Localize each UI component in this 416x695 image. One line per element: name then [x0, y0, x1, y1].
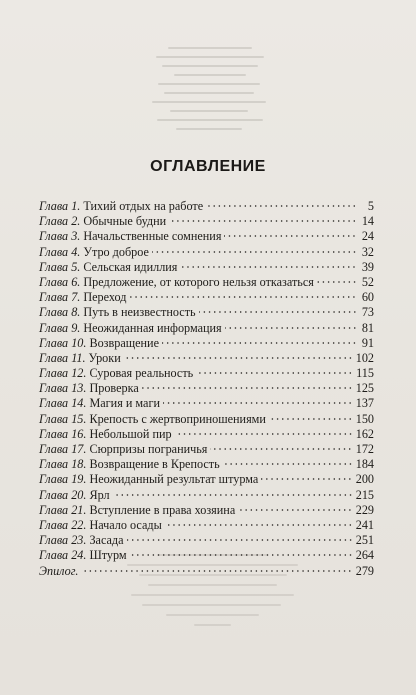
toc-entry — [39, 518, 374, 533]
toc-entry-page-number: 24 — [361, 229, 374, 244]
dot-leader — [84, 570, 352, 572]
toc-entry-page-number: 39 — [361, 259, 374, 274]
toc-entry-title: Утро доброе — [83, 244, 149, 259]
toc-entry-title: Небольшой пир — [89, 426, 172, 441]
toc-entry — [39, 245, 374, 260]
toc-entry-label: Глава 24. — [39, 548, 87, 563]
toc-entry-label: Глава 15. — [39, 411, 87, 426]
toc-entry-page-number: 215 — [355, 487, 374, 502]
toc-entry — [39, 412, 374, 427]
toc-entry-label: Глава 13. — [39, 381, 87, 396]
toc-entry — [39, 442, 374, 457]
toc-entry-label: Глава 23. — [39, 533, 87, 548]
toc-entry-title: Магия и маги — [89, 396, 160, 411]
toc-entry-page-number: 81 — [361, 320, 374, 335]
toc-entry-title: Штурм — [89, 548, 127, 563]
toc-entry-page-number: 172 — [355, 442, 374, 456]
dot-leader — [196, 372, 353, 374]
dot-leader — [124, 357, 353, 359]
dot-leader — [210, 448, 352, 450]
dot-leader — [163, 402, 353, 404]
toc-entry-title: Неожиданный результат штурма — [89, 472, 259, 487]
toc-entry — [39, 275, 374, 290]
dot-leader — [238, 509, 352, 511]
toc-entry-label: Глава 12. — [39, 366, 87, 381]
toc-entry — [39, 351, 374, 366]
toc-entry-title: Сюрпризы пограничья — [89, 442, 208, 456]
dot-leader — [113, 494, 353, 496]
toc-entry — [39, 564, 374, 579]
toc-entry-title: Крепость с жертвоприношениями — [89, 411, 266, 426]
toc-entry — [39, 457, 374, 472]
dot-leader — [199, 311, 357, 313]
dot-leader — [206, 205, 357, 207]
dot-leader — [261, 478, 352, 480]
toc-entry-title: Засада — [89, 533, 124, 548]
table-of-contents — [39, 199, 374, 579]
toc-entry — [39, 214, 374, 229]
dot-leader — [129, 296, 357, 298]
toc-entry-label: Эпилог. — [39, 563, 79, 578]
dot-leader — [169, 220, 357, 222]
dot-leader — [152, 251, 357, 253]
toc-entry-page-number: 73 — [361, 305, 374, 320]
toc-entry-title: Тихий отдых на работе — [83, 199, 204, 213]
dot-leader — [225, 327, 357, 329]
toc-entry-page-number: 184 — [355, 457, 374, 472]
toc-entry-label: Глава 14. — [39, 396, 87, 411]
toc-entry-page-number: 229 — [355, 502, 374, 517]
toc-entry-page-number: 32 — [361, 244, 374, 259]
toc-entry-title: Неожиданная информация — [83, 320, 222, 335]
toc-entry-page-number: 102 — [355, 350, 374, 365]
toc-entry-label: Глава 22. — [39, 517, 87, 532]
toc-entry-label: Глава 21. — [39, 502, 87, 517]
toc-entry — [39, 199, 374, 214]
toc-entry-page-number: 115 — [356, 366, 374, 381]
toc-entry-page-number: 241 — [355, 517, 374, 532]
dot-leader — [223, 463, 353, 465]
dot-leader — [127, 539, 353, 541]
toc-entry-label: Глава 20. — [39, 487, 87, 502]
toc-entry-page-number: 200 — [355, 472, 374, 487]
toc-entry-title: Предложение, от которого нельзя отказаться — [83, 274, 314, 289]
toc-entry-title: Путь в неизвестность — [83, 305, 196, 320]
dot-leader — [269, 418, 353, 420]
toc-entry-title: Уроки — [88, 350, 121, 365]
dot-leader — [180, 266, 357, 268]
dot-leader — [162, 342, 357, 344]
toc-entry — [39, 533, 374, 548]
toc-entry — [39, 305, 374, 320]
toc-entry-label: Глава 4. — [39, 244, 81, 259]
toc-entry — [39, 472, 374, 487]
toc-entry-title: Вступление в права хозяина — [89, 502, 236, 517]
toc-entry-title: Ярл — [89, 487, 110, 502]
toc-entry-page-number: 91 — [361, 335, 374, 350]
toc-entry-page-number: 264 — [355, 548, 374, 563]
toc-entry — [39, 229, 374, 244]
toc-entry-title: Переход — [83, 290, 127, 305]
toc-entry — [39, 548, 374, 563]
dot-leader — [165, 524, 353, 526]
toc-entry — [39, 336, 374, 351]
toc-entry-page-number: 52 — [361, 274, 374, 289]
toc-entry-title: Начальственные сомнения — [83, 229, 222, 244]
dot-leader — [317, 281, 357, 283]
toc-entry-label: Глава 10. — [39, 335, 87, 350]
toc-entry-label: Глава 8. — [39, 305, 81, 320]
toc-entry — [39, 427, 374, 442]
toc-entry-label: Глава 18. — [39, 457, 87, 472]
toc-entry — [39, 260, 374, 275]
toc-entry-label: Глава 1. — [39, 199, 81, 213]
toc-entry-title: Суровая реальность — [89, 366, 194, 381]
dot-leader — [224, 235, 357, 237]
toc-entry-page-number: 5 — [367, 199, 374, 213]
toc-entry-page-number: 14 — [361, 214, 374, 229]
toc-entry-title: Обычные будни — [83, 214, 167, 229]
page-title: ОГЛАВЛЕНИЕ — [150, 158, 266, 175]
toc-entry-page-number: 125 — [355, 381, 374, 396]
toc-entry-page-number: 251 — [355, 533, 374, 548]
toc-entry — [39, 366, 374, 381]
toc-entry-label: Глава 16. — [39, 426, 87, 441]
show-through-text-top — [150, 40, 270, 150]
dot-leader — [175, 433, 353, 435]
toc-entry-title: Проверка — [89, 381, 139, 396]
toc-entry — [39, 503, 374, 518]
dot-leader — [142, 387, 353, 389]
toc-entry-label: Глава 9. — [39, 320, 81, 335]
toc-entry-page-number: 60 — [361, 290, 374, 305]
toc-entry — [39, 290, 374, 305]
toc-entry-label: Глава 17. — [39, 442, 87, 456]
toc-entry-label: Глава 3. — [39, 229, 81, 244]
toc-entry-title: Сельская идиллия — [83, 259, 178, 274]
toc-entry — [39, 321, 374, 336]
toc-entry-label: Глава 19. — [39, 472, 87, 487]
toc-entry-title: Начало осады — [89, 517, 162, 532]
toc-entry-label: Глава 5. — [39, 259, 81, 274]
toc-entry-label: Глава 2. — [39, 214, 81, 229]
toc-entry-label: Глава 7. — [39, 290, 81, 305]
toc-entry-page-number: 279 — [355, 563, 374, 578]
toc-entry-page-number: 137 — [355, 396, 374, 411]
toc-entry-title: Возвращение — [89, 335, 159, 350]
dot-leader — [130, 554, 353, 556]
toc-entry — [39, 396, 374, 411]
toc-entry-page-number: 162 — [355, 426, 374, 441]
toc-entry-page-number: 150 — [355, 411, 374, 426]
toc-entry — [39, 488, 374, 503]
toc-entry-label: Глава 11. — [39, 350, 86, 365]
toc-entry-label: Глава 6. — [39, 274, 81, 289]
toc-entry-title: Возвращение в Крепость — [89, 457, 220, 472]
toc-entry — [39, 381, 374, 396]
